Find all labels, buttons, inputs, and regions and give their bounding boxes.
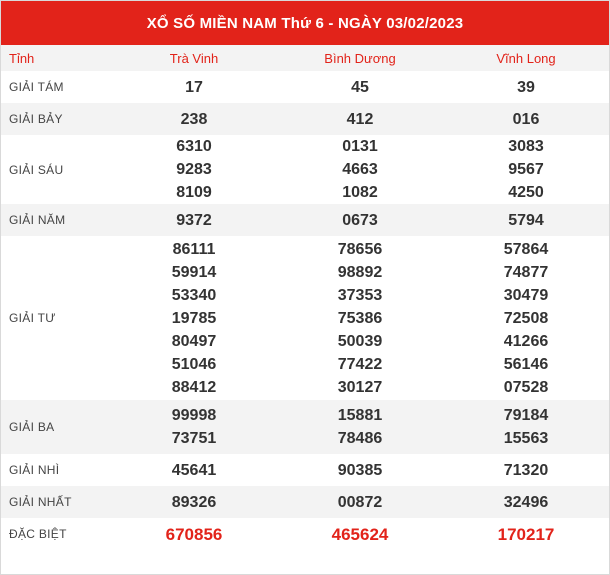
prize-number: 73751 <box>171 430 217 447</box>
province-header-binh-duong[interactable]: Bình Dương <box>277 45 443 71</box>
prize-label: GIẢI BẢY <box>1 103 111 135</box>
prize-label: GIẢI TÁM <box>9 80 64 94</box>
prize-cell <box>443 135 609 204</box>
prize-cell <box>443 204 609 236</box>
prize-cell <box>277 400 443 454</box>
province-column-label: Tỉnh <box>1 45 111 71</box>
prize-row-giai-nhi <box>1 454 609 486</box>
prize-number: 8109 <box>176 184 212 201</box>
prize-number: 88412 <box>171 378 217 396</box>
prize-number: 1082 <box>342 184 378 201</box>
prize-cell <box>443 71 609 103</box>
prize-number: 4250 <box>508 184 544 201</box>
prize-cell <box>111 103 277 135</box>
prize-cell <box>111 204 277 236</box>
prize-cell <box>443 518 609 550</box>
prize-number: 238 <box>180 110 208 128</box>
prize-number: 86111 <box>172 240 216 258</box>
prize-number: 37353 <box>337 286 383 304</box>
prize-number: 71320 <box>503 461 549 479</box>
prize-number: 5794 <box>508 211 544 229</box>
prize-cell <box>111 518 277 550</box>
province-header-tra-vinh[interactable]: Trà Vinh <box>111 45 277 71</box>
prize-row-giai-bay <box>1 103 609 135</box>
prize-number: 51046 <box>171 355 217 373</box>
prize-cell <box>277 236 443 400</box>
prize-number: 30479 <box>503 286 549 304</box>
prize-number: 90385 <box>337 461 383 479</box>
prize-number: 74877 <box>503 263 549 281</box>
prize-number: 32496 <box>503 493 549 511</box>
prize-cell <box>111 236 277 400</box>
prize-cell <box>111 454 277 486</box>
prize-row-giai-nhat <box>1 486 609 518</box>
prize-cell <box>443 454 609 486</box>
results-body <box>1 71 609 550</box>
prize-row-dac-biet <box>1 518 609 550</box>
prize-number: 79184 <box>503 407 549 424</box>
prize-number: 99998 <box>171 407 217 424</box>
prize-cell <box>443 103 609 135</box>
prize-cell <box>277 71 443 103</box>
prize-number: 9283 <box>176 161 212 178</box>
prize-number: 3083 <box>508 138 544 155</box>
prize-number: 0131 <box>342 138 378 155</box>
prize-cell <box>277 135 443 204</box>
prize-number: 15881 <box>337 407 383 424</box>
page-title: XỔ SỐ MIỀN NAM Thứ 6 - NGÀY 03/02/2023 <box>1 1 609 45</box>
prize-number: 45641 <box>171 461 217 479</box>
prize-number: 19785 <box>171 309 217 327</box>
prize-number: 30127 <box>337 378 383 396</box>
header-row <box>1 45 609 71</box>
prize-cell <box>277 204 443 236</box>
prize-number: 98892 <box>337 263 383 281</box>
prize-label: GIẢI SÁU <box>9 162 64 177</box>
prize-number: 465624 <box>331 524 389 544</box>
prize-row-giai-sau <box>1 135 609 204</box>
prize-number: 4663 <box>342 161 378 178</box>
prize-number: 17 <box>185 78 203 96</box>
prize-label: GIẢI NHÌ <box>9 463 60 477</box>
prize-number: 45 <box>351 78 369 96</box>
prize-cell <box>277 103 443 135</box>
prize-number: 72508 <box>503 309 549 327</box>
prize-cell <box>111 486 277 518</box>
prize-cell <box>443 236 609 400</box>
prize-label: ĐẶC BIỆT <box>9 527 67 541</box>
prize-number: 59914 <box>171 263 217 281</box>
prize-number: 07528 <box>503 378 549 396</box>
prize-cell <box>111 71 277 103</box>
prize-number: 77422 <box>337 355 383 373</box>
prize-number: 56146 <box>503 355 549 373</box>
prize-number: 39 <box>517 78 535 96</box>
prize-row-giai-tam <box>1 71 609 103</box>
prize-number: 75386 <box>337 309 383 327</box>
prize-number: 00872 <box>337 493 383 511</box>
prize-row-giai-tu <box>1 236 609 400</box>
prize-number: 0673 <box>342 211 378 229</box>
prize-label: GIẢI TƯ <box>9 311 56 325</box>
prize-number: 412 <box>346 110 374 128</box>
prize-cell <box>111 400 277 454</box>
prize-number: 016 <box>512 110 540 128</box>
province-header-vinh-long[interactable]: Vĩnh Long <box>443 45 609 71</box>
prize-cell <box>443 400 609 454</box>
prize-number: 9567 <box>508 161 544 178</box>
prize-label: GIẢI NHẤT <box>1 486 111 518</box>
prize-number: 670856 <box>165 524 223 544</box>
prize-number: 78486 <box>337 430 383 447</box>
prize-row-giai-ba <box>1 400 609 454</box>
prize-label: GIẢI BA <box>1 400 111 454</box>
prize-cell <box>111 135 277 204</box>
prize-cell <box>443 486 609 518</box>
prize-number: 9372 <box>176 211 212 229</box>
prize-number: 53340 <box>171 286 217 304</box>
prize-number: 80497 <box>171 332 217 350</box>
results-table <box>1 45 609 550</box>
prize-label: GIẢI NĂM <box>1 204 111 236</box>
prize-number: 170217 <box>497 524 555 544</box>
prize-number: 15563 <box>503 430 549 447</box>
prize-cell <box>277 454 443 486</box>
prize-number: 57864 <box>503 240 549 258</box>
prize-number: 78656 <box>337 240 383 258</box>
prize-cell <box>277 486 443 518</box>
prize-row-giai-nam <box>1 204 609 236</box>
prize-number: 89326 <box>171 493 217 511</box>
prize-number: 50039 <box>337 332 383 350</box>
prize-cell <box>277 518 443 550</box>
prize-number: 41266 <box>503 332 549 350</box>
prize-number: 6310 <box>176 138 212 155</box>
